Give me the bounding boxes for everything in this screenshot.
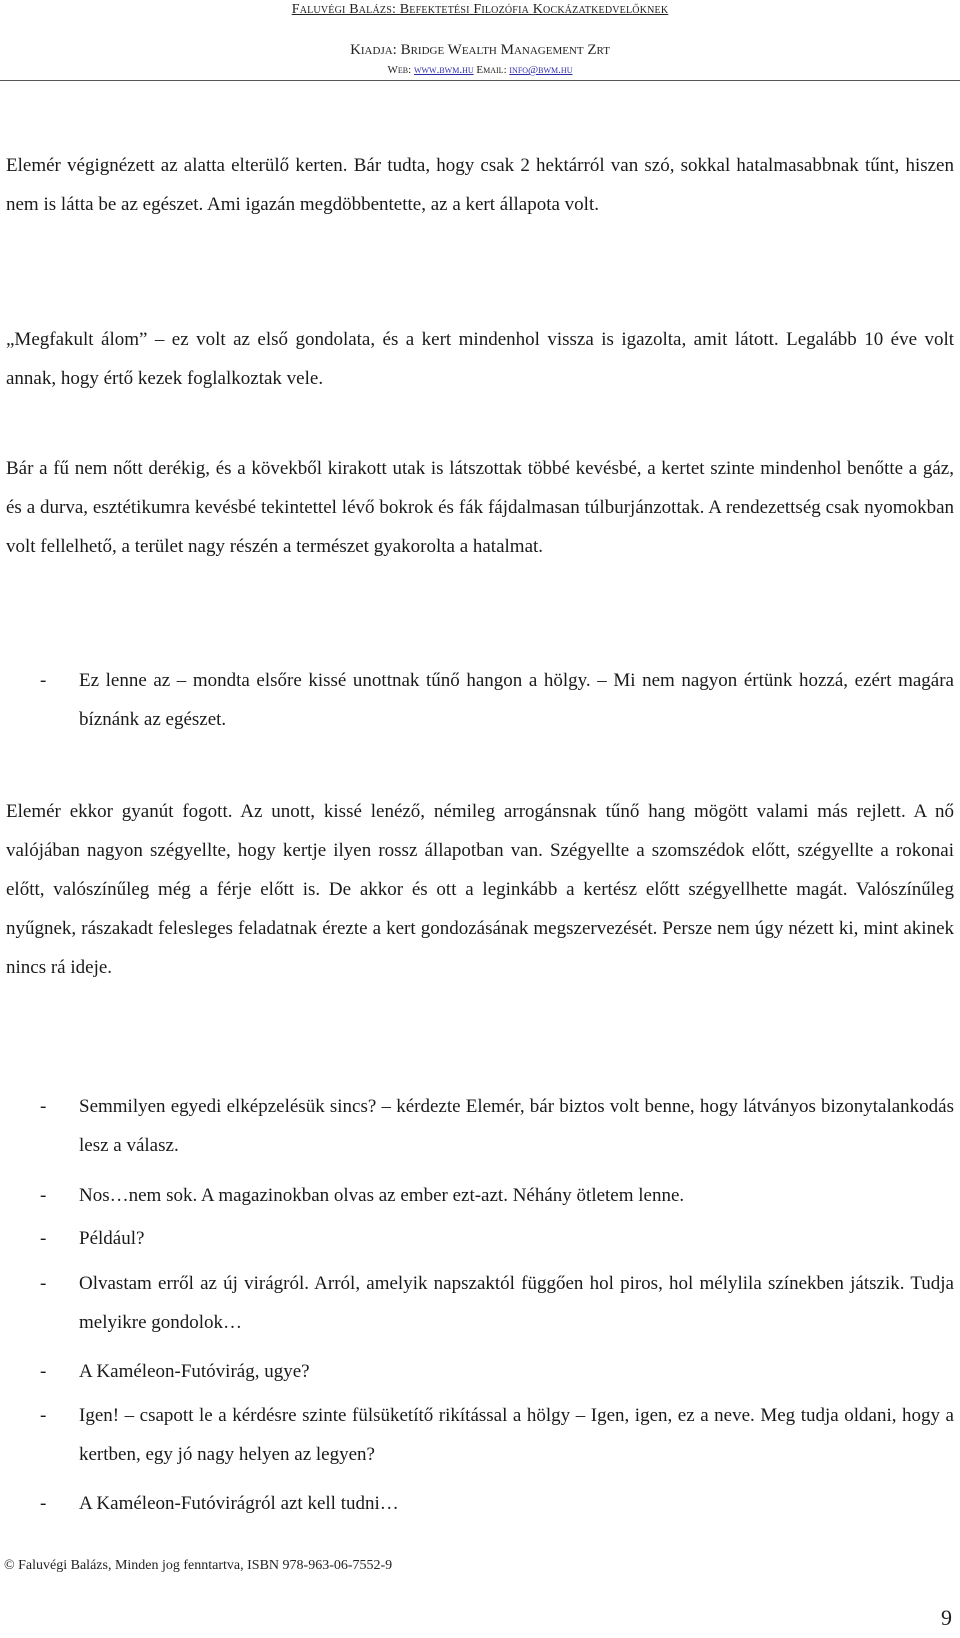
web-label: Web: — [387, 64, 412, 76]
dialogue-text: Igen! – csapott le a kérdésre szinte fülsüketítő rikítással a hölgy – Igen, igen, ez a neve. Meg tudja oldani, hogy a kertben, egy jó nagy helyen az legyen? — [79, 1405, 954, 1465]
copyright-note: © Faluvégi Balázs, Minden jog fenntartva, ISBN 978-963-06-7552-9 — [4, 1558, 393, 1573]
dialogue-dash: - — [40, 1493, 47, 1514]
paragraph: Elemér végignézett az alatta elterülő kerten. Bár tudta, hogy csak 2 hektárról van szó, sokkal hatalmasabbnak tűnt, hiszen nem is látta be az egészet. Ami igazán megdöbbentette, az a kert állapota volt. — [6, 155, 954, 215]
dialogue-dash: - — [40, 1096, 47, 1117]
header-divider — [0, 80, 960, 81]
dialogue-text: A Kaméleon-Futóvirágról azt kell tudni… — [79, 1493, 399, 1514]
web-link[interactable]: www.bwm.hu — [413, 64, 474, 76]
dialogue-item — [6, 1484, 954, 1523]
dialogue-item — [6, 1352, 954, 1391]
dialogue-item — [6, 1264, 954, 1342]
publisher-line: Kiadja: Bridge Wealth Management Zrt — [350, 42, 610, 58]
page-number: 9 — [941, 1605, 952, 1630]
paragraph: Elemér ekkor gyanút fogott. Az unott, kissé lenéző, némileg arrogánsnak tűnő hang mögött valami más rejlett. A nő valójában nagyon szégyellte, hogy kertje ilyen rossz állapotban van. Szégyellte a szomszédok előtt, szégyellte a rokonai előtt, valószínűleg még a férje előtt is. De akkor és ott a leginkább a kertész előtt szégyellhette magát. Valószínűleg nyűgnek, rászakadt felesleges feladatnak érezte a kert gondozásának megszervezését. Persze nem úgy nézett ki, mint akinek nincs rá ideje. — [6, 801, 954, 978]
dialogue-dash: - — [40, 1361, 47, 1382]
dialogue-item — [6, 1176, 954, 1215]
dialogue-dash: - — [40, 1405, 47, 1426]
email-link[interactable]: info@bwm.hu — [509, 64, 573, 76]
dialogue-item — [6, 1396, 954, 1474]
email-label: Email: — [476, 64, 507, 76]
dialogue-text: Olvastam erről az új virágról. Arról, amelyik napszaktól függően hol piros, hol mélylila színekben játszik. Tudja melyikre gondolok… — [79, 1273, 954, 1333]
dialogue-dash: - — [40, 670, 47, 691]
paragraph: Bár a fű nem nőtt derékig, és a kövekből kirakott utak is látszottak többé kevésbé, a kertet szinte mindenhol benőtte a gáz, és a durva, esztétikumra kevésbé tekintettel lévő bokrok és fák fájdalmasan túlburjánzottak. A rendezettség csak nyomokban volt fellelhető, a terület nagy részén a természet gyakorolta a hatalmat. — [6, 458, 954, 557]
dialogue-dash: - — [40, 1185, 47, 1206]
dialogue-text: Például? — [79, 1228, 145, 1249]
contact-line — [0, 64, 960, 76]
paragraph: „Megfakult álom” – ez volt az első gondolata, és a kert mindenhol vissza is igazolta, amit látott. Legalább 10 éve volt annak, hogy értő kezek foglalkoztak vele. — [6, 329, 954, 389]
dialogue-item — [6, 1219, 954, 1258]
dialogue-text: A Kaméleon-Futóvirág, ugye? — [79, 1361, 310, 1382]
dialogue-text: Ez lenne az – mondta elsőre kissé unottnak tűnő hangon a hölgy. – Mi nem nagyon értünk hozzá, ezért magára bíznánk az egészet. — [79, 670, 954, 730]
dialogue-item — [6, 1087, 954, 1165]
dialogue-dash: - — [40, 1273, 47, 1294]
book-title: Faluvégi Balázs: Befektetési Filozófia Kockázatkedvelőknek — [291, 2, 669, 17]
dialogue-text: Nos…nem sok. A magazinokban olvas az ember ezt-azt. Néhány ötletem lenne. — [79, 1185, 685, 1206]
dialogue-text: Semmilyen egyedi elképzelésük sincs? – kérdezte Elemér, bár biztos volt benne, hogy látványos bizonytalankodás lesz a válasz. — [79, 1096, 954, 1156]
dialogue-dash: - — [40, 1228, 47, 1249]
dialogue-item — [6, 661, 954, 739]
